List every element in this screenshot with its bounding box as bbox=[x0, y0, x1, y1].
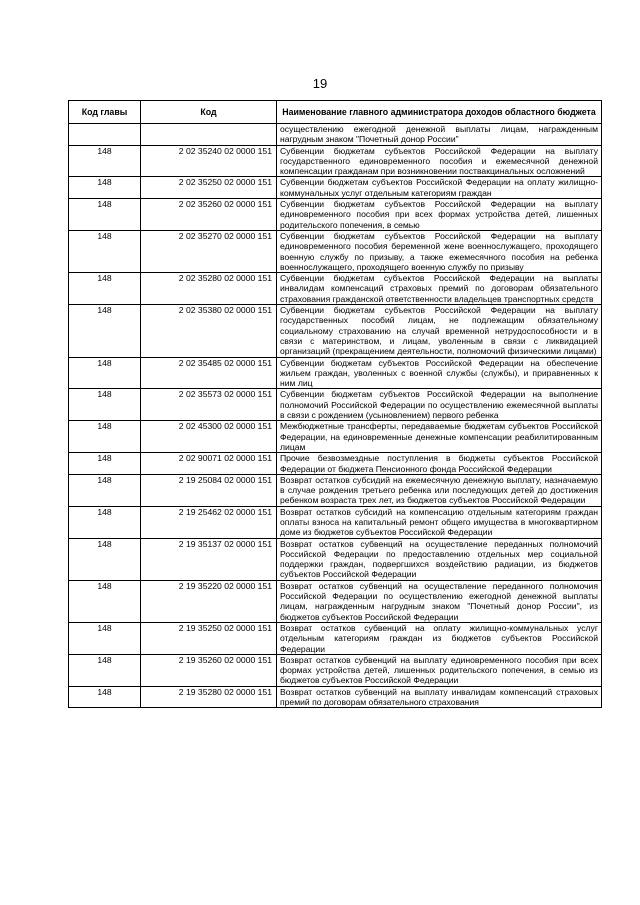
continuation-name-cell: осуществлению ежегодной денежной выплаты лицам, награжденным нагрудным знаком "Почетный донор России" bbox=[277, 124, 602, 146]
chapter-code-cell: 148 bbox=[69, 654, 141, 686]
table-row bbox=[69, 474, 602, 506]
revenue-code-cell: 2 02 35250 02 0000 151 bbox=[141, 177, 277, 199]
revenue-name-cell: Субвенции бюджетам субъектов Российской Федерации на оплату жилищно-коммунальных услуг отдельным категориям граждан bbox=[277, 177, 602, 199]
chapter-code-cell: 148 bbox=[69, 230, 141, 272]
revenue-code-cell: 2 02 35260 02 0000 151 bbox=[141, 199, 277, 231]
table-row bbox=[69, 230, 602, 272]
revenue-code-cell: 2 19 35280 02 0000 151 bbox=[141, 686, 277, 708]
revenue-name-cell: Возврат остатков субвенций на выплату инвалидам компенсаций страховых премий по договорам обязательного страхования bbox=[277, 686, 602, 708]
revenue-code-cell: 2 02 35240 02 0000 151 bbox=[141, 145, 277, 177]
chapter-code-cell: 148 bbox=[69, 305, 141, 357]
revenue-name-cell: Субвенции бюджетам субъектов Российской Федерации на выплаты инвалидам компенсаций страховых премий по договорам обязательного страхования гражданской ответственности владельцев транспортных средств bbox=[277, 273, 602, 305]
revenue-code-cell: 2 02 90071 02 0000 151 bbox=[141, 453, 277, 475]
continuation-chapter-cell bbox=[69, 124, 141, 146]
chapter-code-cell: 148 bbox=[69, 580, 141, 622]
table-row bbox=[69, 654, 602, 686]
table-row bbox=[69, 506, 602, 538]
revenue-name-cell: Субвенции бюджетам субъектов Российской Федерации на выполнение полномочий Российской Федерации по осуществлению ежемесячной выплаты в связи с рождением (усыновлением) первого ребенка bbox=[277, 389, 602, 421]
revenue-code-cell: 2 19 35220 02 0000 151 bbox=[141, 580, 277, 622]
chapter-code-cell: 148 bbox=[69, 389, 141, 421]
table-row bbox=[69, 389, 602, 421]
chapter-code-cell: 148 bbox=[69, 357, 141, 389]
chapter-code-cell: 148 bbox=[69, 273, 141, 305]
revenue-code-cell: 2 02 35270 02 0000 151 bbox=[141, 230, 277, 272]
revenue-name-cell: Возврат остатков субвенций на оплату жилищно-коммунальных услуг отдельным категориям граждан из бюджетов субъектов Российской Федерации bbox=[277, 622, 602, 654]
revenue-administrators-table bbox=[68, 100, 602, 708]
header-code: Код bbox=[141, 101, 277, 124]
revenue-name-cell: Возврат остатков субвенций на выплату единовременного пособия при всех формах устройства детей, лишенных родительского попечения, в семью из бюджетов субъектов Российской Федерации bbox=[277, 654, 602, 686]
revenue-name-cell: Субвенции бюджетам субъектов Российской Федерации на выплату государственных пособий лицам, не подлежащим обязательному социальному страхованию на случай временной нетрудоспособности и в связи с материнством, и лицам, уволенным в связи с ликвидацией организаций (прекращением деятельности, полномочий физическими лицами) bbox=[277, 305, 602, 357]
chapter-code-cell: 148 bbox=[69, 177, 141, 199]
revenue-name-cell: Субвенции бюджетам субъектов Российской Федерации на выплату единовременного пособия беременной жене военнослужащего, проходящего военную службу по призыву, а также ежемесячного пособия на ребенка военнослужащего, проходящего военную службу по призыву bbox=[277, 230, 602, 272]
chapter-code-cell: 148 bbox=[69, 199, 141, 231]
revenue-name-cell: Прочие безвозмездные поступления в бюджеты субъектов Российской Федерации от бюджета Пенсионного фонда Российской Федерации bbox=[277, 453, 602, 475]
revenue-name-cell: Субвенции бюджетам субъектов Российской Федерации на выплату государственного единовременного пособия и ежемесячной денежной компенсации гражданам при возникновении поствакцинальных осложнений bbox=[277, 145, 602, 177]
revenue-name-cell: Возврат остатков субвенций на осуществление переданного полномочия Российской Федерации по осуществлению ежегодной денежной выплаты лицам, награжденным нагрудным знаком "Почетный донор России", из бюджетов субъектов Российской Федерации bbox=[277, 580, 602, 622]
table-row bbox=[69, 145, 602, 177]
revenue-name-cell: Межбюджетные трансферты, передаваемые бюджетам субъектов Российской Федерации, на единовременные денежные компенсации реабилитированным лицам bbox=[277, 421, 602, 453]
table-row bbox=[69, 421, 602, 453]
revenue-name-cell: Возврат остатков субвенций на осуществление переданных полномочий Российской Федерации по предоставлению отдельных мер социальной поддержки граждан, подвергшихся воздействию радиации, из бюджетов субъектов Российской Федерации bbox=[277, 538, 602, 580]
chapter-code-cell: 148 bbox=[69, 145, 141, 177]
revenue-code-cell: 2 19 25462 02 0000 151 bbox=[141, 506, 277, 538]
table-row bbox=[69, 538, 602, 580]
continuation-row bbox=[69, 124, 602, 146]
table-row bbox=[69, 686, 602, 708]
table-row bbox=[69, 580, 602, 622]
chapter-code-cell: 148 bbox=[69, 506, 141, 538]
table-row bbox=[69, 357, 602, 389]
table-row bbox=[69, 273, 602, 305]
chapter-code-cell: 148 bbox=[69, 453, 141, 475]
table-header-row bbox=[69, 101, 602, 124]
revenue-code-cell: 2 02 35573 02 0000 151 bbox=[141, 389, 277, 421]
revenue-code-cell: 2 02 35280 02 0000 151 bbox=[141, 273, 277, 305]
table-row bbox=[69, 199, 602, 231]
revenue-name-cell: Возврат остатков субсидий на ежемесячную денежную выплату, назначаемую в случае рождения третьего ребенка или последующих детей до достижения ребенком возраста трех лет, из бюджетов субъектов Российской Федерации bbox=[277, 474, 602, 506]
continuation-code-cell bbox=[141, 124, 277, 146]
revenue-code-cell: 2 19 35137 02 0000 151 bbox=[141, 538, 277, 580]
header-chapter-code: Код главы bbox=[69, 101, 141, 124]
chapter-code-cell: 148 bbox=[69, 622, 141, 654]
revenue-name-cell: Возврат остатков субсидий на компенсацию отдельным категориям граждан оплаты взноса на капитальный ремонт общего имущества в многоквартирном доме из бюджетов субъектов Российской Федерации bbox=[277, 506, 602, 538]
table-row bbox=[69, 177, 602, 199]
revenue-code-cell: 2 02 45300 02 0000 151 bbox=[141, 421, 277, 453]
page-number: 19 bbox=[312, 76, 328, 91]
revenue-name-cell: Субвенции бюджетам субъектов Российской Федерации на обеспечение жильем граждан, уволенных с военной службы (службы), и приравненных к ним лиц bbox=[277, 357, 602, 389]
revenue-name-cell: Субвенции бюджетам субъектов Российской Федерации на выплату единовременного пособия при всех формах устройства детей, лишенных родительского попечения, в семью bbox=[277, 199, 602, 231]
revenue-code-cell: 2 02 35380 02 0000 151 bbox=[141, 305, 277, 357]
chapter-code-cell: 148 bbox=[69, 474, 141, 506]
chapter-code-cell: 148 bbox=[69, 538, 141, 580]
revenue-code-cell: 2 19 25084 02 0000 151 bbox=[141, 474, 277, 506]
header-administrator-name: Наименование главного администратора доходов областного бюджета bbox=[277, 101, 602, 124]
table-row bbox=[69, 305, 602, 357]
revenue-code-cell: 2 19 35250 02 0000 151 bbox=[141, 622, 277, 654]
table-row bbox=[69, 453, 602, 475]
table-row bbox=[69, 622, 602, 654]
chapter-code-cell: 148 bbox=[69, 686, 141, 708]
revenue-code-cell: 2 02 35485 02 0000 151 bbox=[141, 357, 277, 389]
chapter-code-cell: 148 bbox=[69, 421, 141, 453]
revenue-code-cell: 2 19 35260 02 0000 151 bbox=[141, 654, 277, 686]
